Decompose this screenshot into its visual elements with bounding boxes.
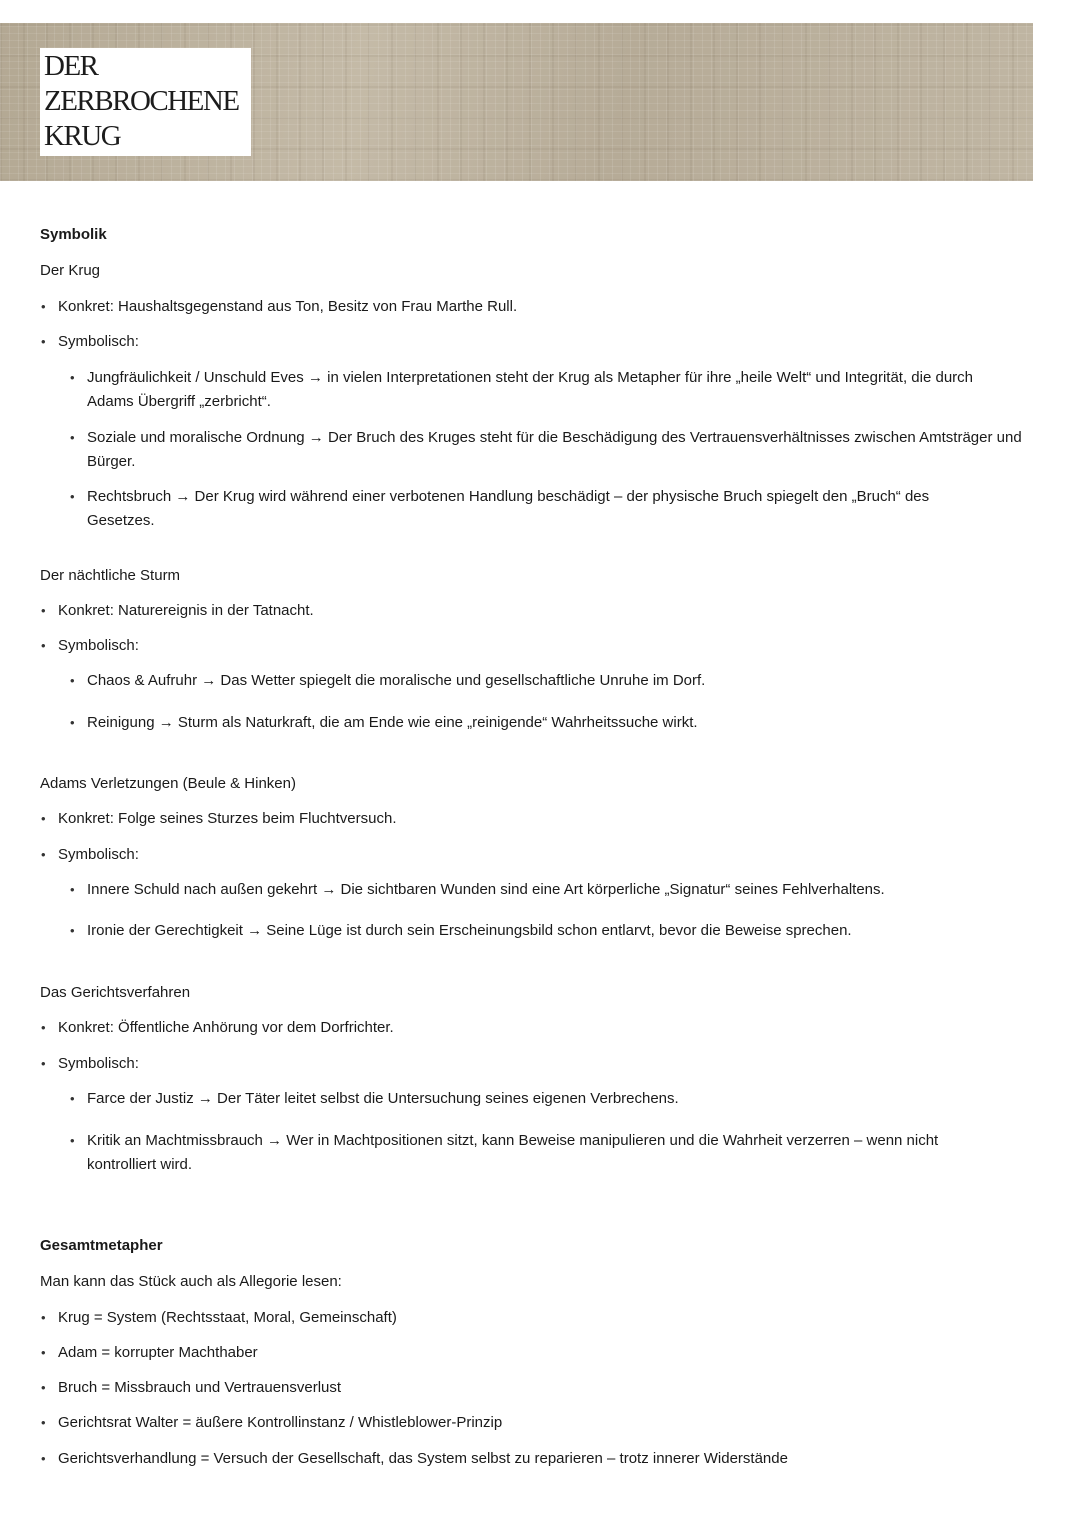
title-line-3: KRUG xyxy=(44,120,121,152)
krug-sub-item-3: Rechtsbruch → Der Krug wird während einer verbotenen Handlung beschädigt – der physische Bruch spiegelt den „Bruch“ des Gesetzes. xyxy=(87,488,930,529)
sub-bullet: • xyxy=(70,923,75,938)
bullet: • xyxy=(41,1310,46,1325)
section-heading-symbolik: Symbolik xyxy=(40,226,107,243)
bullet: • xyxy=(41,638,46,653)
sturm-symbolisch: Symbolisch: xyxy=(58,637,139,654)
verfahren-konkret: Konkret: Öffentliche Anhörung vor dem Dorfrichter. xyxy=(58,1019,394,1036)
sturm-konkret: Konkret: Naturereignis in der Tatnacht. xyxy=(58,602,314,619)
bullet: • xyxy=(41,1345,46,1360)
bullet: • xyxy=(41,1056,46,1071)
title-box xyxy=(40,48,251,156)
krug-symbolisch: Symbolisch: xyxy=(58,333,139,350)
verletzungen-symbolisch: Symbolisch: xyxy=(58,846,139,863)
bullet: • xyxy=(41,299,46,314)
bullet: • xyxy=(41,1380,46,1395)
allegory-item-1: Krug = System (Rechtsstaat, Moral, Gemeinschaft) xyxy=(58,1309,397,1326)
sturm-sub-item-2: Reinigung → Sturm als Naturkraft, die am Ende wie eine „reinigende“ Wahrheitssuche wirkt. xyxy=(87,714,698,731)
bullet: • xyxy=(41,334,46,349)
bullet: • xyxy=(41,811,46,826)
subsection-title-krug: Der Krug xyxy=(40,262,101,279)
krug-sub-item-1: Jungfräulichkeit / Unschuld Eves → in vielen Interpretationen steht der Krug als Metapher für ihre „heile Welt“ und Integrität, die durch Adams Übergriff „zerbricht“. xyxy=(87,369,974,410)
sub-bullet: • xyxy=(70,489,75,504)
verletzungen-sub-item-2: Ironie der Gerechtigkeit → Seine Lüge ist durch sein Erscheinungsbild schon entlarvt, bevor die Beweise sprechen. xyxy=(87,922,852,939)
verletzungen-sub-item-1: Innere Schuld nach außen gekehrt → Die sichtbaren Wunden sind eine Art körperliche „Signatur“ seines Fehlverhaltens. xyxy=(87,881,885,898)
gesamtmetapher-intro: Man kann das Stück auch als Allegorie lesen: xyxy=(40,1273,342,1290)
verfahren-sub-item-1: Farce der Justiz → Der Täter leitet selbst die Untersuchung seines eigenen Verbrechens. xyxy=(87,1090,679,1107)
bullet: • xyxy=(41,1415,46,1430)
title-line-2: ZERBROCHENE xyxy=(44,85,239,117)
bullet: • xyxy=(41,1451,46,1466)
subsection-title-sturm: Der nächtliche Sturm xyxy=(40,567,181,584)
bullet: • xyxy=(41,847,46,862)
sturm-sub-item-1: Chaos & Aufruhr → Das Wetter spiegelt die moralische und gesellschaftliche Unruhe im Dorf. xyxy=(87,672,706,689)
sub-bullet: • xyxy=(70,882,75,897)
bullet: • xyxy=(41,1020,46,1035)
sub-bullet: • xyxy=(70,715,75,730)
allegory-item-4: Gerichtsrat Walter = äußere Kontrollinstanz / Whistleblower-Prinzip xyxy=(58,1414,503,1431)
allegory-item-2: Adam = korrupter Machthaber xyxy=(58,1344,258,1361)
sub-bullet: • xyxy=(70,430,75,445)
verletzungen-konkret: Konkret: Folge seines Sturzes beim Fluchtversuch. xyxy=(58,810,397,827)
allegory-item-3: Bruch = Missbrauch und Vertrauensverlust xyxy=(58,1379,342,1396)
sub-bullet: • xyxy=(70,1133,75,1148)
krug-sub-item-2: Soziale und moralische Ordnung → Der Bruch des Kruges steht für die Beschädigung des Vertrauensverhältnisses zwischen Amtsträger und Bürger. xyxy=(87,429,1022,470)
verfahren-symbolisch: Symbolisch: xyxy=(58,1055,139,1072)
verfahren-sub-item-2: Kritik an Machtmissbrauch → Wer in Machtpositionen sitzt, kann Beweise manipulieren und die Wahrheit verzerren – wenn nicht kontrolliert wird. xyxy=(87,1132,939,1173)
sub-bullet: • xyxy=(70,370,75,385)
krug-konkret: Konkret: Haushaltsgegenstand aus Ton, Besitz von Frau Marthe Rull. xyxy=(58,298,518,315)
sub-bullet: • xyxy=(70,1091,75,1106)
subsection-title-verfahren: Das Gerichtsverfahren xyxy=(40,984,191,1001)
bullet: • xyxy=(41,603,46,618)
title-line-1: DER xyxy=(44,50,98,82)
allegory-item-5: Gerichtsverhandlung = Versuch der Gesellschaft, das System selbst zu reparieren – trotz innerer Widerstände xyxy=(58,1450,788,1467)
sub-bullet: • xyxy=(70,673,75,688)
subsection-title-verletzungen: Adams Verletzungen (Beule & Hinken) xyxy=(40,775,296,792)
section-heading-gesamtmetapher: Gesamtmetapher xyxy=(40,1237,163,1254)
